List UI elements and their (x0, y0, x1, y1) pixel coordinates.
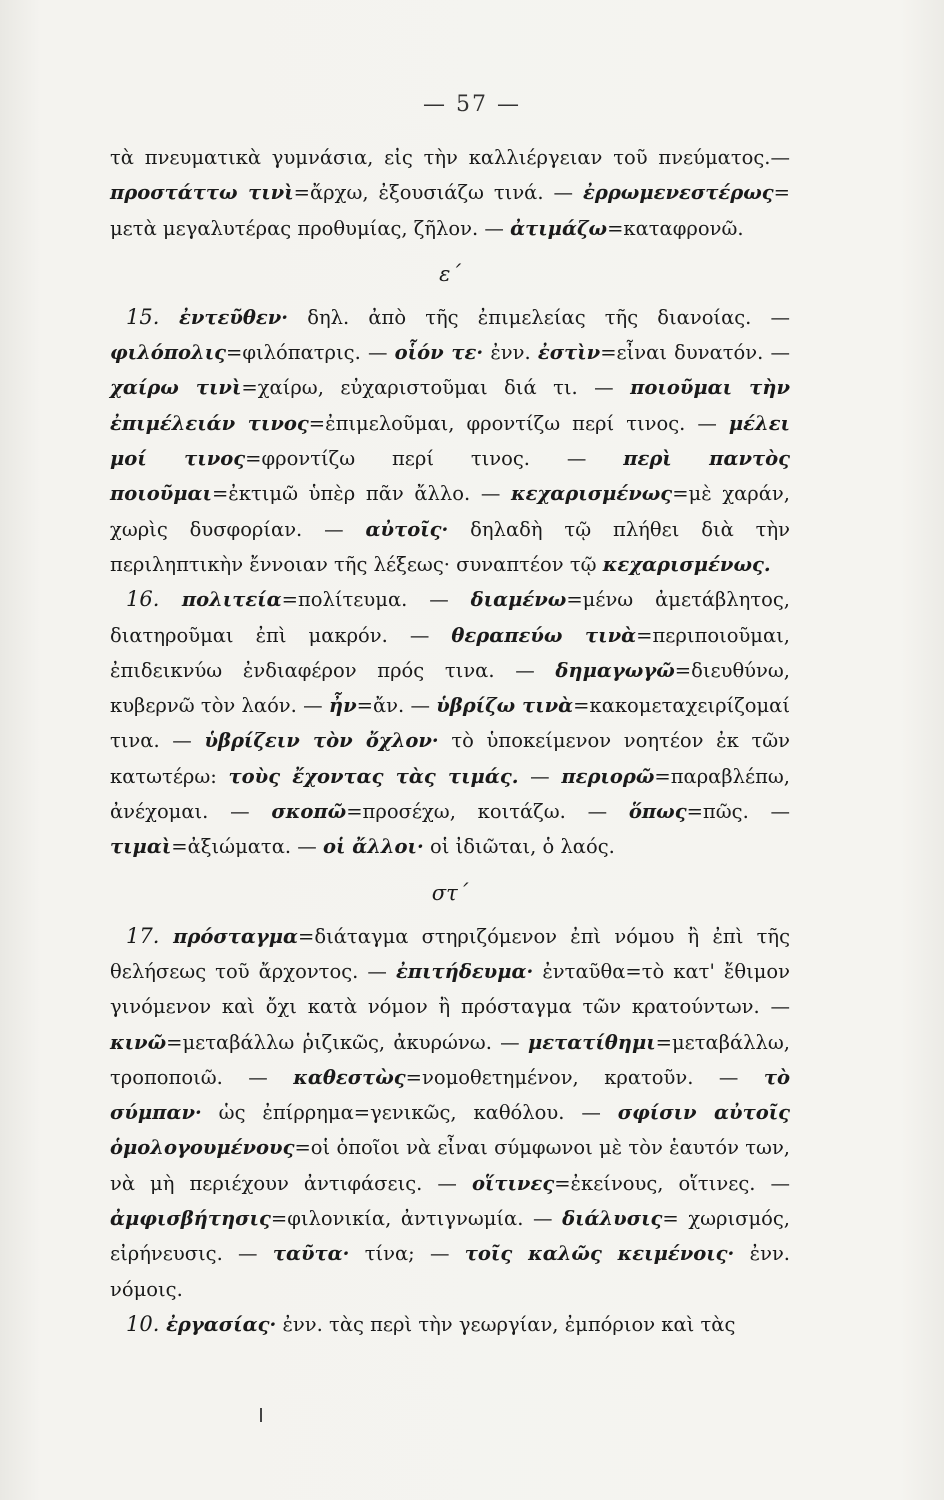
gloss-text: τίνα; — (349, 1242, 465, 1266)
gloss-text: δηλ. ἀπὸ τῆς ἐπιμελείας τῆς διανοίας. — (288, 305, 790, 329)
lemma-term: περιορῶ (561, 764, 655, 788)
lemma-term: ταῦτα· (272, 1242, 350, 1266)
paragraph-number: 16. (126, 587, 182, 612)
lemma-term: περὶ παντὸς ποιοῦμαι (110, 447, 790, 506)
gloss-text: =νομοθετημένον, κρατοῦν. — (405, 1065, 764, 1089)
gloss-text: =ἄν. — (356, 694, 437, 718)
lemma-term: οἷόν τε· (394, 341, 484, 365)
lemma-term: σφίσιν αὐτοῖς ὁμολογουμένους (110, 1101, 791, 1160)
gloss-text: =ἐκτιμῶ ὑπὲρ πᾶν ἄλλο. — (211, 482, 511, 506)
gloss-text: ἐνν. (483, 341, 538, 365)
page-number: — 57 — (423, 92, 521, 117)
gloss-text: =καταφρονῶ. (607, 216, 744, 240)
lemma-term: μετατίθημι (527, 1030, 656, 1054)
paragraph-number: 10. (126, 1311, 167, 1336)
gloss-text: =περιποιοῦμαι, ἐπιδεικνύω ἐνδιαφέρον πρός τινα. — (110, 623, 790, 682)
gloss-text: =μὲ χαράν, χωρὶς δυσφορίαν. — (110, 482, 790, 541)
lemma-term: ἀτιμάζω (510, 216, 608, 240)
gloss-text: οἱ ἰδιῶται, ὁ λαός. (423, 835, 615, 859)
lemma-term: ὑβρίζειν τὸν ὄχλον· (204, 729, 439, 753)
lemma-term: ἀμφισβήτησις (110, 1207, 271, 1231)
lemma-term: αὐτοῖς· (365, 517, 449, 541)
lemma-term: καθεστὼς (293, 1065, 406, 1089)
lemma-term: πολιτεία (181, 588, 282, 612)
gloss-text: =φροντίζω περί τινος. — (245, 447, 624, 471)
gloss-text: =ἀξιώματα. — (171, 835, 323, 859)
lemma-term: σκοπῶ (271, 800, 347, 824)
lemma-term: ὑβρίζω τινὰ (436, 694, 574, 718)
gloss-text: =μένω ἀμετάβλητος, διατηροῦμαι ἐπὶ μακρόν. — (110, 588, 791, 647)
section-heading-st: στ΄ (431, 880, 469, 905)
gloss-text: =πῶς. — (686, 800, 791, 824)
gloss-text: δηλαδὴ τῷ πλήθει διὰ τὴν περιληπτικὴν ἔννοιαν τῆς λέξεως· συναπτέον τῷ (110, 517, 790, 576)
gloss-text: =ἄρχω, ἐξουσιάζω τινά. — (293, 181, 584, 205)
lemma-term: ἐστὶν (537, 341, 601, 365)
lemma-term: κεχαρισμένως. (602, 552, 771, 576)
gloss-text: =διευθύνω, κυβερνῶ τὸν λαόν. — (110, 658, 790, 718)
gloss-text: =πολίτευμα. — (281, 588, 471, 612)
gloss-text: τὰ πνευματικὰ γυμνάσια, εἰς τὴν καλλιέργειαν τοῦ πνεύματος.— (110, 146, 790, 169)
paragraph-15 (110, 300, 790, 582)
lemma-term: ἐντεῦθεν· (179, 305, 289, 329)
lemma-term: ἐρρωμενεστέρως (583, 181, 774, 205)
gloss-text: =παραβλέπω, ἀνέχομαι. — (110, 764, 790, 824)
lemma-term: τιμαὶ (110, 835, 172, 859)
lemma-term: τοῖς καλῶς κειμένοις· (464, 1242, 735, 1266)
lemma-term: ποιοῦμαι τὴν ἐπιμέλειάν τινος (110, 376, 790, 435)
lemma-term: ἐργασίας· (166, 1312, 277, 1336)
gloss-text: τὸ ὑποκείμενον νοητέον ἐκ τῶν κατωτέρω: (110, 729, 791, 788)
gloss-text: =φιλόπατρις. — (226, 341, 395, 365)
lemma-term: ἦν (328, 694, 357, 718)
gloss-text: =οἱ ὁποῖοι νὰ εἶναι σύμφωνοι μὲ τὸν ἑαυτόν των, νὰ μὴ περιέχουν ἀντιφάσεις. — (110, 1136, 790, 1195)
lemma-term: μέλει μοί τινος (110, 411, 790, 471)
gloss-text: =διάταγμα στηριζόμενον ἐπὶ νόμου ἢ ἐπὶ τῆς θελήσεως τοῦ ἄρχοντος. — (110, 924, 791, 983)
gloss-text: =ἐπιμελοῦμαι, φροντίζω περί τινος. — (308, 411, 729, 435)
lemma-term: οἱ ἄλλοι· (322, 835, 424, 859)
lemma-term: φιλόπολις (110, 341, 227, 365)
gloss-text: — (518, 764, 562, 788)
gloss-text: ὡς ἐπίρρημα=γενικῶς, καθόλου. — (201, 1101, 618, 1125)
lemma-term: δημαγωγῶ (555, 658, 675, 682)
section-heading-e: ε΄ (439, 261, 461, 286)
gloss-text: = χωρισμός, εἰρήνευσις. — (110, 1207, 790, 1266)
paragraph-16 (110, 582, 790, 864)
gloss-text: ἐνν. τὰς περὶ τὴν γεωργίαν, ἐμπόριον καὶ τὰς (276, 1312, 736, 1336)
lemma-term: διάλυσις (562, 1207, 663, 1231)
paragraph-number: 17. (126, 923, 174, 948)
gloss-text: =φιλονικία, ἀντιγνωμία. — (270, 1207, 563, 1231)
gloss-text: =εἶναι δυνατόν. — (600, 341, 791, 365)
lemma-term: διαμένω (470, 588, 567, 612)
paragraph-17 (110, 919, 790, 1307)
lemma-term: προστάττω τινὶ (110, 181, 294, 205)
lemma-term: ἐπιτήδευμα· (395, 959, 534, 983)
ink-mark (260, 1408, 262, 1422)
gloss-text: =προσέχω, κοιτάζω. — (346, 800, 629, 824)
paragraph-number: 15. (126, 304, 180, 329)
paragraph-continuation (110, 140, 790, 246)
gloss-text: =χαίρω, εὐχαριστοῦμαι διά τι. — (241, 376, 631, 400)
lemma-term: κινῶ (110, 1030, 167, 1054)
lemma-term: κεχαρισμένως (511, 482, 673, 506)
gloss-text: =μεταβάλλω ῥιζικῶς, ἀκυρώνω. — (166, 1030, 528, 1054)
lemma-term: οἵτινες (471, 1171, 555, 1195)
lemma-term: χαίρω τινὶ (110, 376, 242, 400)
lemma-term: τοὺς ἔχοντας τὰς τιμάς. (228, 764, 519, 788)
gloss-text: =μεταβάλλω, τροποποιῶ. — (110, 1030, 790, 1089)
lemma-term: ὅπως (628, 800, 687, 824)
gloss-text: ἐνν. νόμοις. (110, 1242, 791, 1301)
gloss-text: =κακομεταχειρίζομαί τινα. — (110, 694, 790, 753)
paragraph-10 (110, 1307, 790, 1342)
page-body (110, 140, 790, 1342)
lemma-term: πρόσταγμα (173, 924, 299, 948)
gloss-text: =ἐκείνους, οἵτινες. — (554, 1171, 790, 1195)
gloss-text: ἐνταῦθα=τὸ κατ' ἔθιμον γινόμενον καὶ ὄχι κατὰ νόμον ἢ πρόσταγμα τῶν κρατούντων. — (110, 959, 790, 1019)
lemma-term: τὸ σύμπαν· (110, 1065, 790, 1125)
lemma-term: θεραπεύω τινὰ (451, 623, 637, 647)
gloss-text: = μετὰ μεγαλυτέρας προθυμίας, ζῆλον. — (110, 181, 790, 240)
